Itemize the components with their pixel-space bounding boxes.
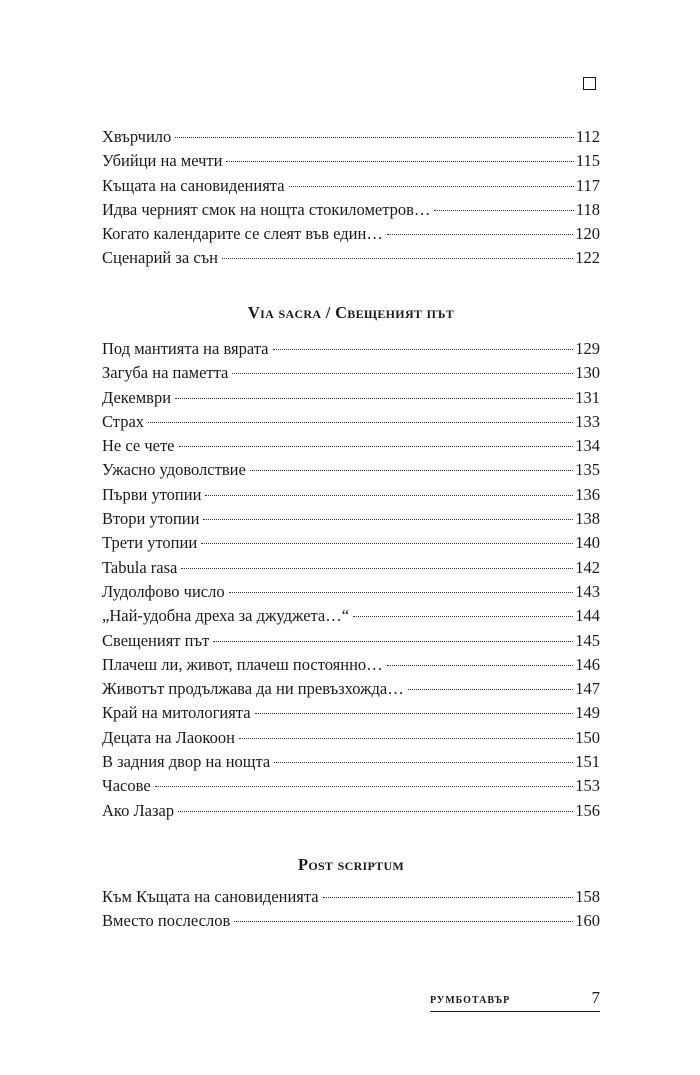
- dot-leader: [239, 738, 573, 739]
- dot-leader: [229, 592, 574, 593]
- toc-entry-page: 129: [575, 339, 600, 358]
- toc-entry-page: 151: [575, 752, 600, 772]
- toc-entry-title: Сценарий за сън: [102, 248, 218, 268]
- toc-entry: [102, 580, 600, 604]
- toc-entry: [102, 434, 600, 458]
- toc-entry: [102, 361, 600, 385]
- toc-entry: [102, 726, 600, 750]
- toc-entry: [102, 604, 600, 628]
- toc-entry-title: Край на митологията: [102, 703, 251, 723]
- dot-leader: [179, 446, 574, 447]
- toc-entry-page: 122: [575, 248, 600, 268]
- toc-entry-title: Втори утопии: [102, 509, 200, 529]
- toc-entry-page: 118: [575, 199, 600, 219]
- toc-entry: [102, 909, 600, 933]
- toc-group-2: [102, 337, 600, 823]
- toc-entry-title: Не се чете: [102, 436, 175, 456]
- dot-leader: [387, 665, 574, 666]
- toc-entry-page: 160: [575, 911, 600, 931]
- dot-leader: [255, 713, 574, 714]
- toc-entry-page: 150: [575, 727, 600, 747]
- section-title-via-sacra: Via sacra / Свещеният път: [247, 303, 455, 322]
- toc-entry: [102, 701, 600, 725]
- toc-entry-title: Ако Лазар: [102, 800, 175, 820]
- toc-entry-page: 140: [575, 533, 600, 553]
- dot-leader: [234, 921, 573, 922]
- dot-leader: [155, 786, 574, 787]
- corner-checkbox-icon: [583, 77, 596, 90]
- dot-leader: [323, 897, 574, 898]
- toc-entry-title: Часове: [102, 776, 151, 796]
- toc-entry: [102, 531, 600, 555]
- toc-entry: [102, 507, 600, 531]
- toc-entry-title: Под мантията на вярата: [102, 339, 269, 358]
- dot-leader: [250, 470, 573, 471]
- toc-entry-title: Идва черният смок на нощта стокилометров…: [102, 199, 431, 219]
- toc-entry-title: Вместо послеслов: [102, 911, 231, 931]
- toc-entry-title: Плачеш ли, живот, плачеш постоянно…: [102, 654, 383, 674]
- toc-entry-title: Къщата на сановиденията: [102, 175, 285, 195]
- toc-entry-title: Към Къщата на сановиденията: [102, 887, 319, 906]
- dot-leader: [408, 689, 574, 690]
- toc-entry: [102, 125, 600, 149]
- toc-entry: [102, 149, 600, 173]
- toc-entry-page: 133: [575, 411, 600, 431]
- toc-entry: [102, 799, 600, 823]
- toc-entry: [102, 246, 600, 270]
- toc-entry-page: 117: [575, 175, 600, 195]
- toc-entry-page: 130: [575, 363, 600, 383]
- toc-entry-page: 134: [575, 436, 600, 456]
- toc-entry: [102, 174, 600, 198]
- toc-group-3: [102, 885, 600, 934]
- toc-entry-page: 135: [575, 460, 600, 480]
- toc-entry-title: Страх: [102, 411, 145, 431]
- dot-leader: [181, 568, 573, 569]
- dot-leader: [201, 543, 573, 544]
- toc-entry-title: Ужасно удоволствие: [102, 460, 246, 480]
- toc-entry-title: Хвърчило: [102, 127, 172, 146]
- dot-leader: [175, 398, 573, 399]
- toc-entry-page: 153: [575, 776, 600, 796]
- toc-entry: [102, 629, 600, 653]
- toc-entry: [102, 337, 600, 361]
- running-head: румботавър: [430, 992, 511, 1007]
- toc-entry: [102, 556, 600, 580]
- dot-leader: [213, 641, 573, 642]
- page-number: 7: [591, 988, 600, 1007]
- section-title-post-scriptum: Post scriptum: [297, 855, 405, 874]
- dot-leader: [226, 161, 573, 162]
- toc-entry-page: 142: [575, 557, 600, 577]
- toc-entry-title: Свещеният път: [102, 630, 210, 650]
- toc-entry: [102, 885, 600, 909]
- toc-entry-title: Децата на Лаокоон: [102, 727, 235, 747]
- toc-entry-page: 158: [575, 887, 600, 906]
- toc-entry-page: 144: [575, 606, 600, 626]
- toc-entry-title: „Най-удобна дреха за джуджета…“: [102, 606, 350, 626]
- page-footer: [430, 988, 600, 1012]
- toc-entry-page: 149: [575, 703, 600, 723]
- toc-entry-title: Първи утопии: [102, 484, 202, 504]
- toc-entry-page: 112: [575, 127, 600, 146]
- toc-entry: [102, 483, 600, 507]
- dot-leader: [178, 811, 573, 812]
- toc-group-1: [102, 125, 600, 271]
- toc-entry-title: Лудолфово число: [102, 581, 225, 601]
- toc-entry-page: 146: [575, 654, 600, 674]
- toc-entry-page: 120: [575, 224, 600, 244]
- toc-entry-title: Животът продължава да ни превъзхожда…: [102, 679, 404, 699]
- dot-leader: [289, 186, 574, 187]
- toc-entry-title: Убийци на мечти: [102, 151, 223, 171]
- dot-leader: [148, 422, 573, 423]
- toc-entry: [102, 774, 600, 798]
- toc-entry-page: 131: [575, 387, 600, 407]
- dot-leader: [222, 258, 573, 259]
- dot-leader: [353, 616, 573, 617]
- toc-entry-page: 138: [575, 509, 600, 529]
- toc-entry-title: Трети утопии: [102, 533, 198, 553]
- toc-entry: [102, 653, 600, 677]
- toc-entry-page: 115: [575, 151, 600, 171]
- toc-entry-title: Загуба на паметта: [102, 363, 229, 383]
- toc-entry: [102, 410, 600, 434]
- toc-entry-title: Когато календарите се слеят във един…: [102, 224, 383, 244]
- toc-entry-page: 145: [575, 630, 600, 650]
- dot-leader: [273, 349, 574, 350]
- toc-entry-page: 136: [575, 484, 600, 504]
- toc-entry: [102, 198, 600, 222]
- toc-entry-page: 156: [575, 800, 600, 820]
- toc-entry-title: Декември: [102, 387, 172, 407]
- dot-leader: [175, 137, 574, 138]
- dot-leader: [205, 495, 573, 496]
- toc-entry-page: 143: [575, 581, 600, 601]
- dot-leader: [387, 234, 573, 235]
- dot-leader: [274, 762, 573, 763]
- toc-entry-title: Tabula rasa: [102, 557, 178, 577]
- toc-entry: [102, 222, 600, 246]
- toc-entry-page: 147: [575, 679, 600, 699]
- dot-leader: [203, 519, 573, 520]
- toc-entry: [102, 677, 600, 701]
- toc-entry-title: В задния двор на нощта: [102, 752, 271, 772]
- dot-leader: [232, 373, 573, 374]
- dot-leader: [434, 210, 573, 211]
- toc-entry: [102, 386, 600, 410]
- toc-entry: [102, 458, 600, 482]
- toc-entry: [102, 750, 600, 774]
